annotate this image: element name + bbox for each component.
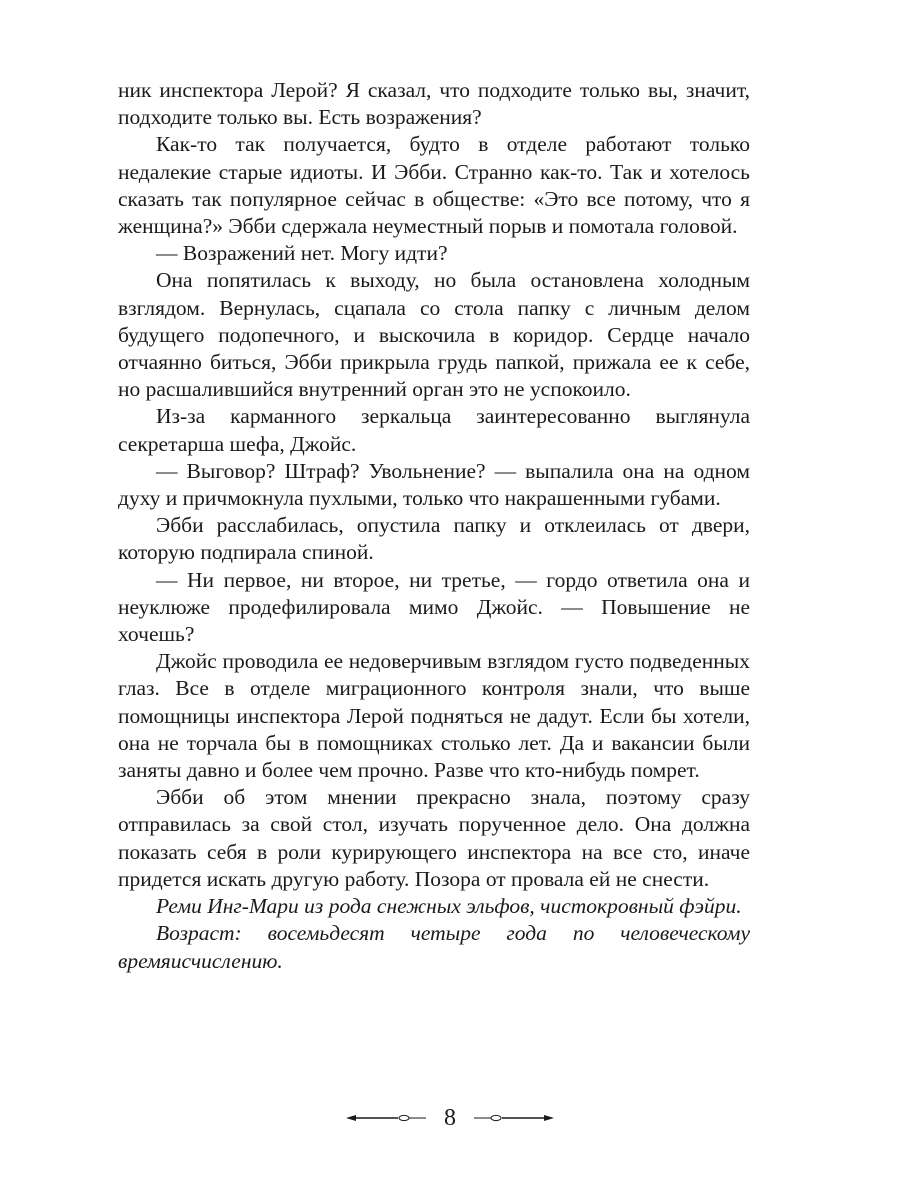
paragraph: — Возражений нет. Могу идти? [156, 241, 448, 266]
character-note-age: Возраст: восемьдесят четыре года по человеческому времяисчислению. [118, 921, 750, 973]
left-ornament-icon [346, 1112, 426, 1124]
page-number: 8 [444, 1104, 456, 1131]
paragraph: Она попятилась к выходу, но была остановлена холодным взглядом. Вернулась, сцапала со стола папку с личным делом будущего подопечного, и выскочила в коридор. Сердце начало отчаянно биться, Эбби прикрыла грудь папкой, прижала ее к себе, но расшалившийся внутренний орган это не успокоило. [118, 268, 750, 402]
paragraph: ник инспектора Лерой? Я сказал, что подходите только вы, значит, подходите только вы. Есть возражения? [118, 78, 750, 130]
page-footer [330, 1098, 570, 1138]
right-ornament-icon [474, 1112, 554, 1124]
body-text [118, 77, 750, 975]
paragraph: Из-за карманного зеркальца заинтересованно выглянула секретарша шефа, Джойс. [118, 404, 750, 456]
paragraph: Эбби расслабилась, опустила папку и отклеилась от двери, которую подпирала спиной. [118, 513, 750, 565]
paragraph: Как-то так получается, будто в отделе работают только недалекие старые идиоты. И Эбби. Странно как-то. Так и хотелось сказать так популярное сейчас в обществе: «Это все потому, что я женщина?» Эбби сдержала неуместный порыв и помотала головой. [118, 132, 750, 239]
paragraph: — Ни первое, ни второе, ни третье, — гордо ответила она и неуклюже продефилировала мимо Джойс. — Повышение не хочешь? [118, 567, 750, 647]
paragraph: Джойс проводила ее недоверчивым взглядом густо подведенных глаз. Все в отделе миграционного контроля знали, что выше помощницы инспектора Лерой подняться не дадут. Если бы хотели, она не торчала бы в помощниках столько лет. Да и вакансии были заняты давно и более чем прочно. Разве что кто-нибудь помрет. [118, 649, 750, 783]
paragraph: — Выговор? Штраф? Увольнение? — выпалила она на одном духу и причмокнула пухлыми, только что накрашенными губами. [118, 458, 750, 511]
character-note-name: Реми Инг-Мари из рода снежных эльфов, чистокровный фэйри. [156, 894, 742, 919]
paragraph: Эбби об этом мнении прекрасно знала, поэтому сразу отправилась за свой стол, изучать порученное дело. Она должна показать себя в роли курирующего инспектора на все сто, иначе придется искать другую работу. Позора от провала ей не снести. [118, 785, 750, 891]
